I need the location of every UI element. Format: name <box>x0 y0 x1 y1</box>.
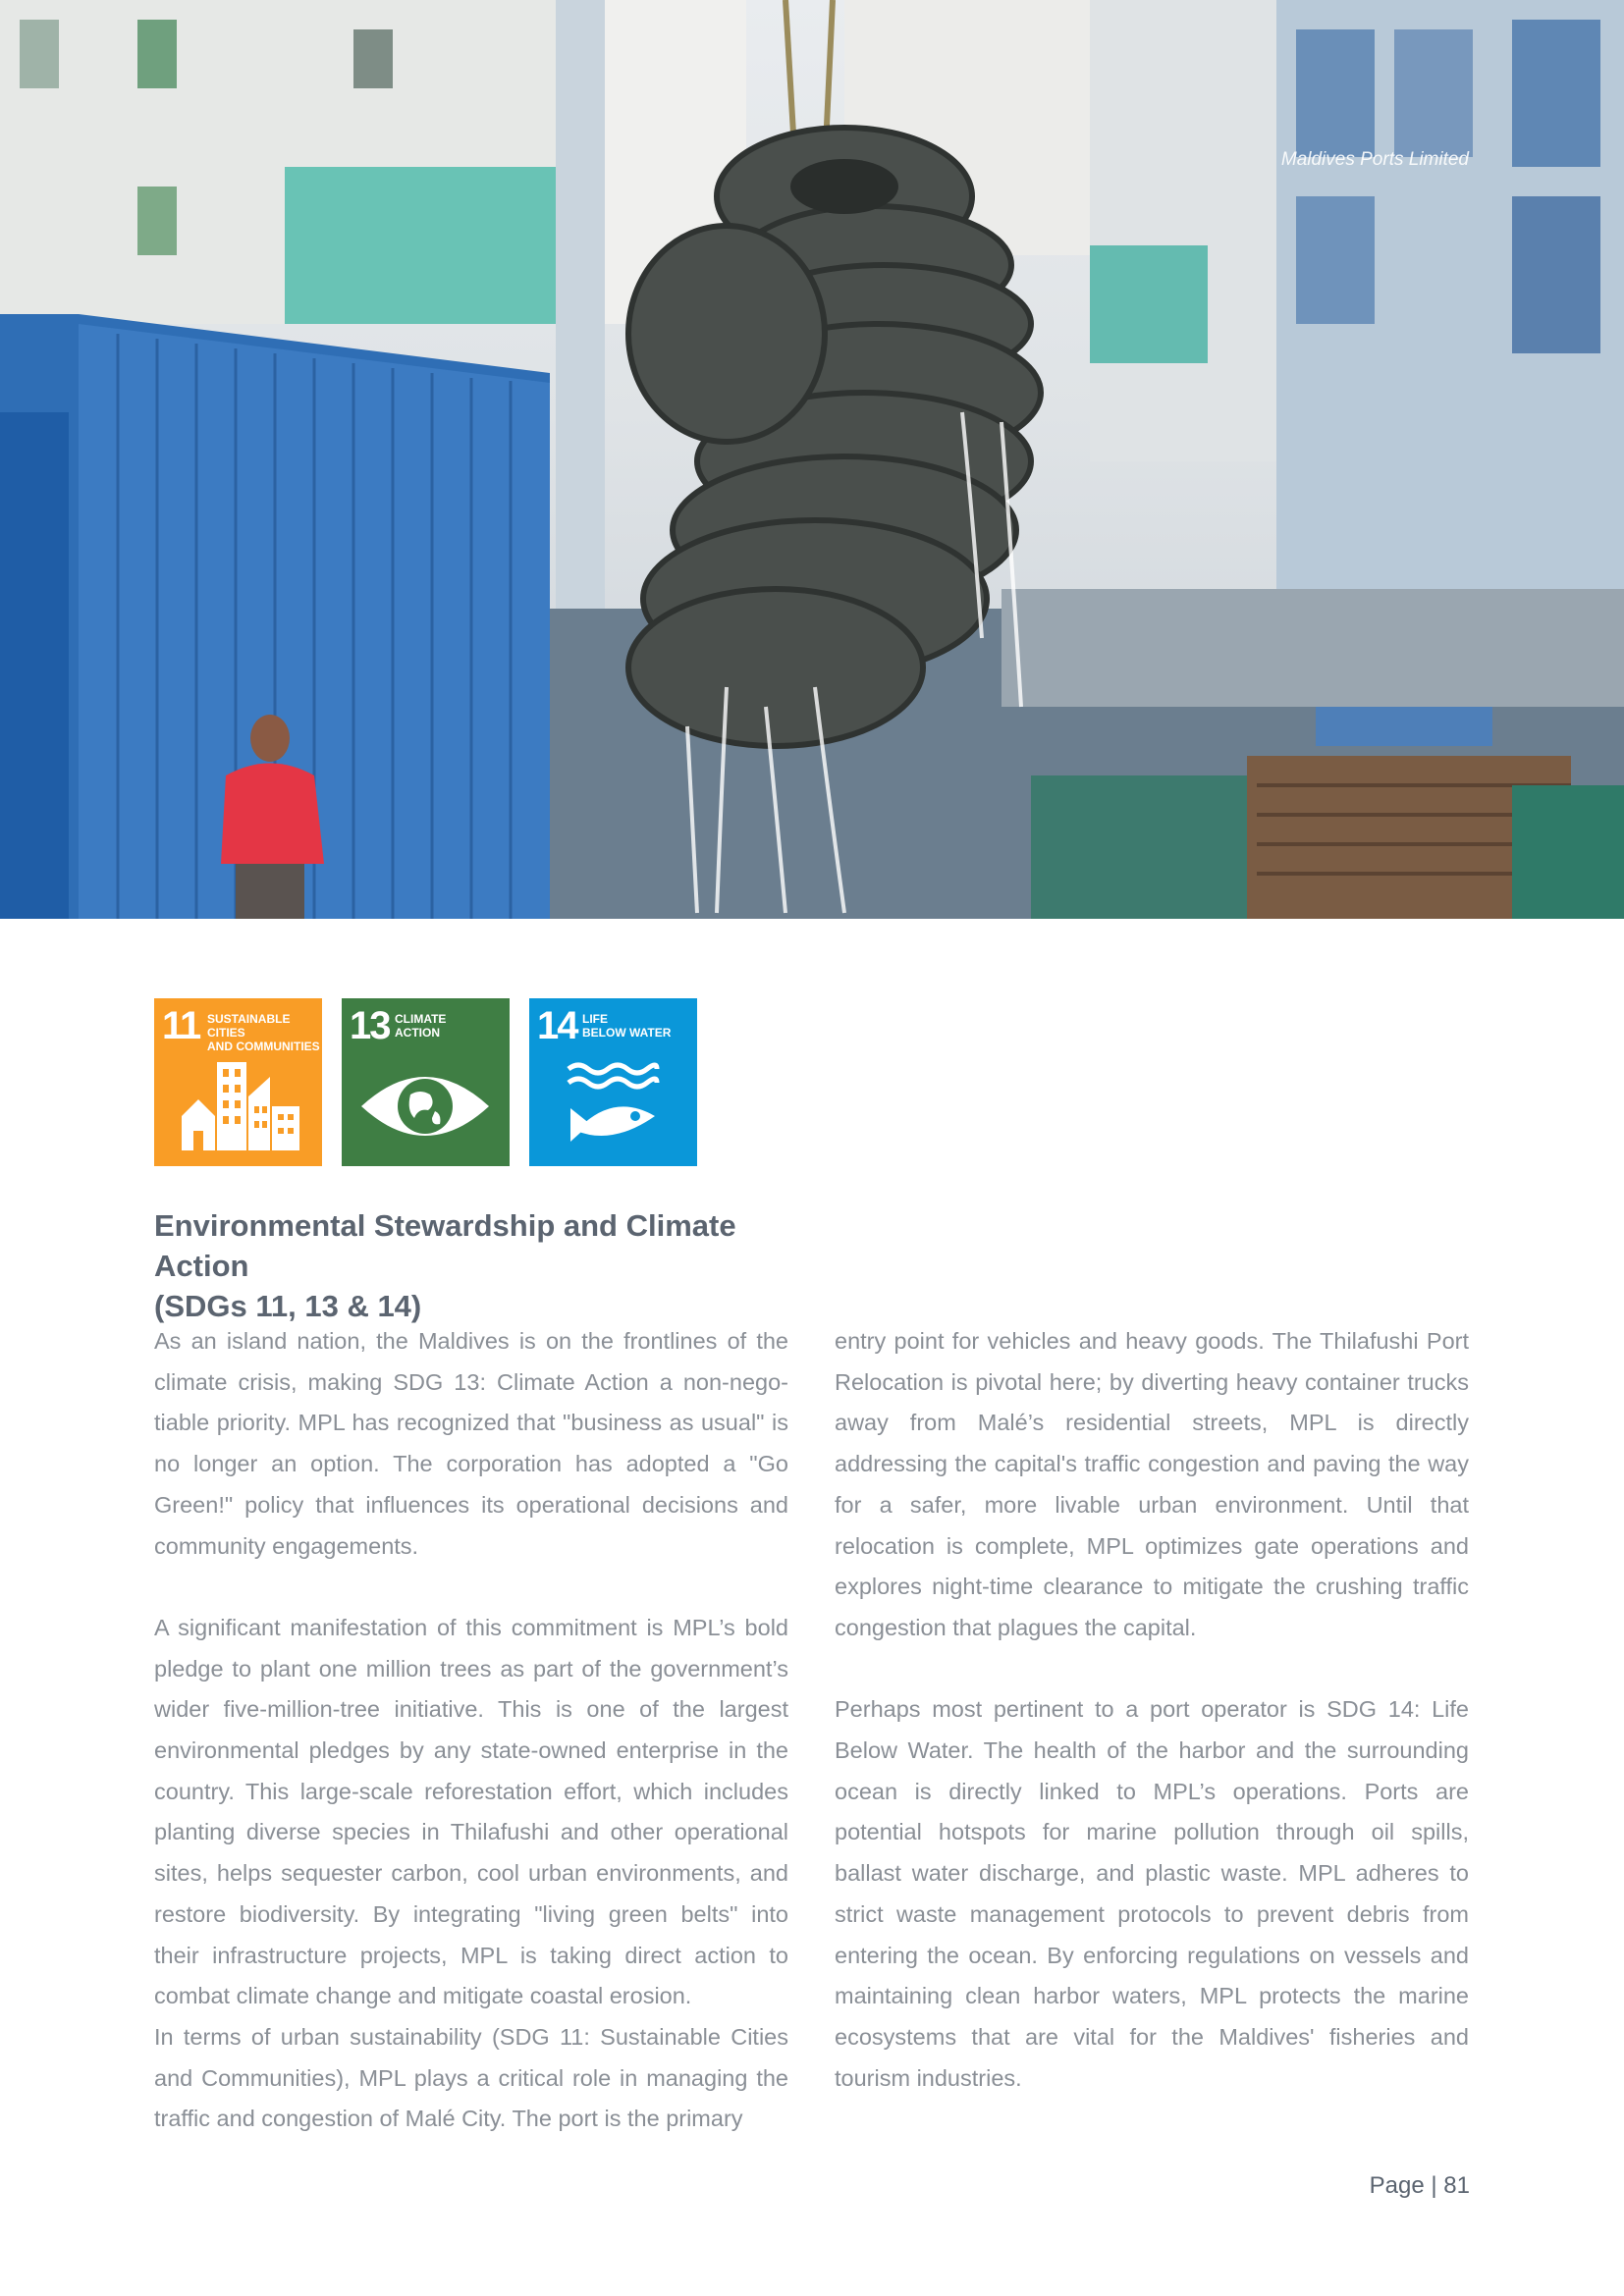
sdg-label: SUSTAINABLE CITIES AND COMMUNITIES <box>207 1012 320 1053</box>
sdg-label: CLIMATE ACTION <box>395 1012 447 1040</box>
paragraph: entry point for vehicles and heavy goods. The Thilafushi Port Relocation is pivotal here; by diverting heavy container trucks away from Malé’s residential streets, MPL is directly addressing the capital's traffic congestion and paving the way for a safer, more livable urban environment. Until that relocation is complete, MPL optimizes gate operations and explores night-time clearance to mitigate the crushing traffic congestion that plagues the capital. <box>835 1328 1469 1640</box>
hero-photo <box>0 0 1624 919</box>
sdg-11-icon <box>154 998 322 1166</box>
sdg-label: LIFE BELOW WATER <box>582 1012 672 1040</box>
paragraph: As an island nation, the Maldives is on the frontlines of the climate crisis, making SDG 13: Climate Action a non-nego-tiable priority. MPL has recognized that "business as usual" is no longer an option. The corporation has adopted a "Go Green!" policy that influences its operational decisions and community engagements. <box>154 1328 788 1559</box>
sdg-14-icon <box>529 998 697 1166</box>
eye-globe-icon <box>342 998 510 1166</box>
photo-caption: Maldives Ports Limited <box>1280 149 1469 170</box>
city-buildings-icon <box>154 998 322 1166</box>
port-scene-illustration <box>0 0 1624 919</box>
article-title: Environmental Stewardship and Climate Action (SDGs 11, 13 & 14) <box>154 1208 736 1323</box>
article-column-right <box>835 1321 1469 2099</box>
sdg-number: 13 <box>350 1004 390 1047</box>
sdg-13-icon <box>342 998 510 1166</box>
fish-waves-icon <box>529 998 697 1166</box>
page-number: Page | 81 <box>1369 2172 1470 2199</box>
paragraph: A significant manifestation of this commitment is MPL’s bold pledge to plant one million trees as part of the government’s wider five-million-tree initiative. This is one of the largest environmental pledges by any state-owned enterprise in the country. This large-scale reforestation effort, which includes planting diverse species in Thilafushi and other operational sites, helps sequester carbon, cool urban environments, and restore biodiversity. By integrating "living green belts" into their infrastructure projects, MPL is taking direct action to combat climate change and mitigate coastal erosion. <box>154 1614 788 2009</box>
sdg-number: 11 <box>162 1004 200 1047</box>
paragraph: Perhaps most pertinent to a port operator is SDG 14: Life Below Water. The health of the harbor and the surrounding ocean is directly linked to MPL’s operations. Ports are potential hotspots for marine pollution through oil spills, ballast water discharge, and plastic waste. MPL adheres to strict waste management protocols to prevent debris from entering the ocean. By enforcing regulations on vessels and maintaining clean harbor waters, MPL protects the marine ecosystems that are vital for the Maldives' fisheries and tourism industries. <box>835 1696 1469 2091</box>
sdg-number: 14 <box>537 1004 577 1047</box>
article-column-left <box>154 1321 788 2140</box>
paragraph: In terms of urban sustainability (SDG 11: Sustainable Cities and Communities), MPL plays a critical role in managing the traffic and congestion of Malé City. The port is the primary <box>154 2023 788 2132</box>
